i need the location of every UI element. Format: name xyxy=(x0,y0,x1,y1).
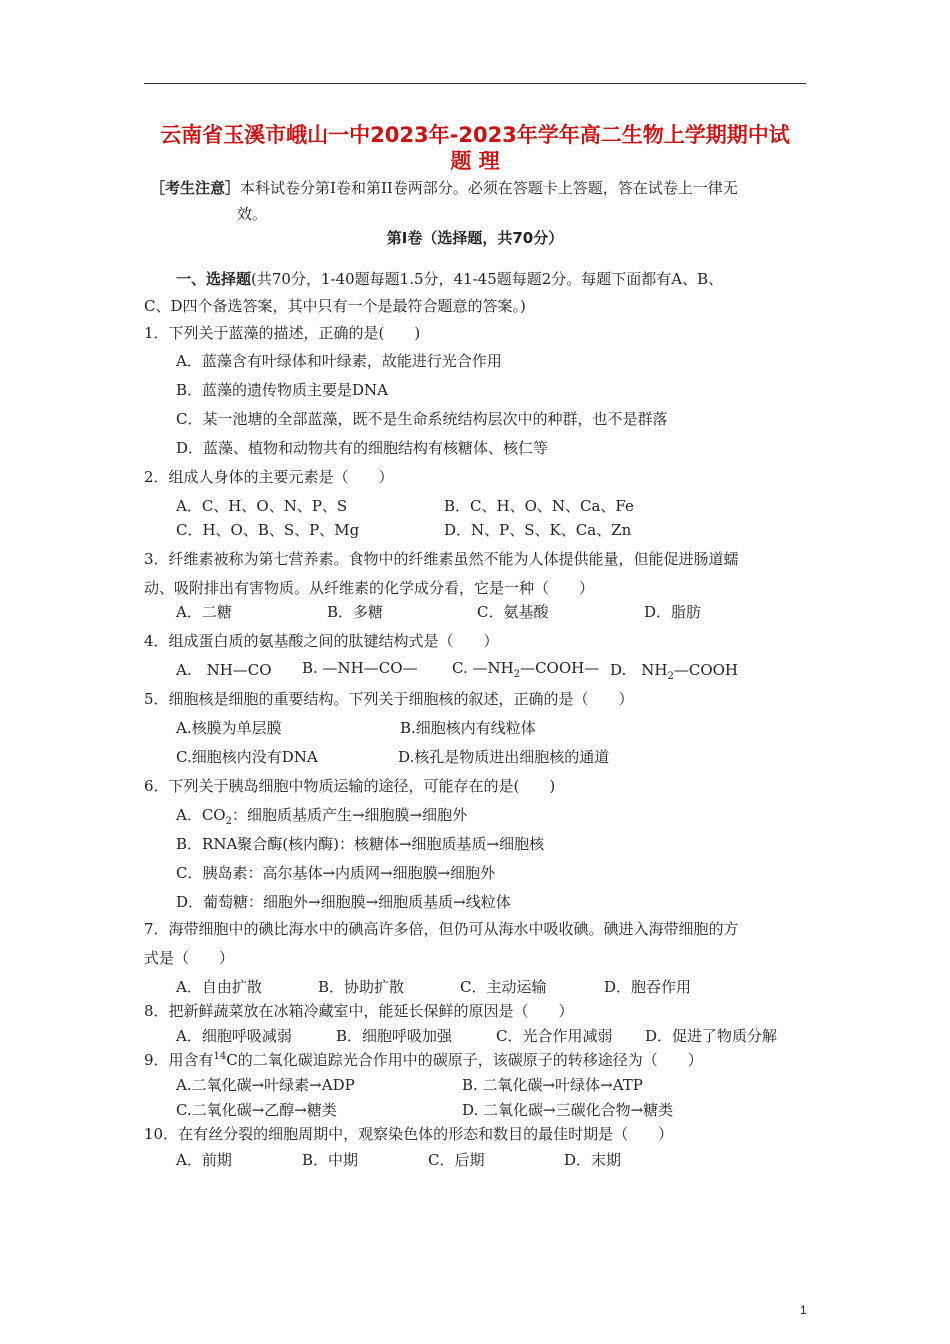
page-number: 1 xyxy=(800,1303,807,1317)
q10-stem: 10．在有丝分裂的细胞周期中，观察染色体的形态和数目的最佳时期是（ ） xyxy=(144,1125,674,1143)
q10-option-a: A．前期 xyxy=(176,1151,232,1169)
q1-option-a: A．蓝藻含有叶绿体和叶绿素，故能进行光合作用 xyxy=(176,352,502,370)
q4-option-d xyxy=(610,659,738,682)
section-desc-2: C、D四个备选答案，其中只有一个是最符合题意的答案。) xyxy=(144,297,526,315)
header-rule xyxy=(144,83,806,84)
q6-option-d: D．葡萄糖：细胞外→细胞膜→细胞质基质→线粒体 xyxy=(176,893,511,911)
section-desc-1: (共70分，1-40题每题1.5分，41-45题每题2分。每题下面都有A、B、 xyxy=(251,270,724,288)
q2-option-b: B．C、H、O、N、Ca、Fe xyxy=(444,497,634,515)
section-intro xyxy=(176,268,723,289)
exam-notice xyxy=(150,175,806,227)
q9-stem-sup: 14 xyxy=(213,1051,227,1062)
q9-option-d: D. 二氧化碳→三碳化合物→糖类 xyxy=(462,1101,674,1119)
notice-text-1: 本科试卷分第I卷和第II卷两部分。必须在答题卡上答题，答在试卷上一律无 xyxy=(240,179,738,197)
q6-option-a-pre: A．CO xyxy=(176,806,226,824)
q10-option-d: D．末期 xyxy=(564,1151,622,1169)
q2-option-a: A．C、H、O、N、P、S xyxy=(176,497,348,515)
q1-option-c: C．某一池塘的全部蓝藻，既不是生命系统结构层次中的种群，也不是群落 xyxy=(176,410,668,428)
q3-option-c: C．氨基酸 xyxy=(477,603,549,621)
q3-stem-2: 动、吸附排出有害物质。从纤维素的化学成分看，它是一种（ ） xyxy=(144,579,595,597)
q5-option-d: D.核孔是物质进出细胞核的通道 xyxy=(398,748,610,766)
q8-stem: 8．把新鲜蔬菜放在冰箱冷藏室中，能延长保鲜的原因是（ ） xyxy=(144,1002,574,1020)
section-label: 一、选择题 xyxy=(176,270,252,288)
q9-option-b: B. 二氧化碳→叶绿体→ATP xyxy=(462,1076,643,1094)
q8-option-b: B．细胞呼吸加强 xyxy=(336,1027,453,1045)
q5-option-c: C.细胞核内没有DNA xyxy=(176,748,318,766)
q4-option-c-sub: 2 xyxy=(513,669,521,680)
q5-option-a: A.核膜为单层膜 xyxy=(176,719,282,737)
q4-option-b: B. —NH—CO— xyxy=(302,659,418,677)
q1-option-b: B．蓝藻的遗传物质主要是DNA xyxy=(176,381,389,399)
q6-option-c: C．胰岛素：高尔基体→内质网→细胞膜→细胞外 xyxy=(176,864,496,882)
q6-stem: 6．下列关于胰岛细胞中物质运输的途径，可能存在的是( ) xyxy=(144,777,556,795)
q3-option-d: D．脂肪 xyxy=(644,603,702,621)
q6-option-a-post: ：细胞质基质产生→细胞膜→细胞外 xyxy=(231,806,468,824)
q9-option-c: C.二氧化碳→乙醇→糖类 xyxy=(176,1101,337,1119)
q6-option-a-sub: 2 xyxy=(225,816,232,827)
notice-text-2: 效。 xyxy=(237,205,268,223)
q1-option-d: D．蓝藻、植物和动物共有的细胞结构有核糖体、核仁等 xyxy=(176,439,549,457)
q4-option-a: A. NH—CO xyxy=(176,661,272,679)
q10-option-b: B．中期 xyxy=(302,1151,359,1169)
q4-option-c xyxy=(452,659,599,680)
q2-stem: 2．组成人身体的主要元素是（ ） xyxy=(144,468,394,486)
q3-option-b: B．多糖 xyxy=(327,603,384,621)
q7-option-b: B．协助扩散 xyxy=(318,978,405,996)
notice-label: ［考生注意］ xyxy=(150,179,241,197)
q2-option-c: C．H、O、B、S、P、Mg xyxy=(176,521,360,539)
q8-option-c: C．光合作用减弱 xyxy=(496,1027,613,1045)
q4-option-c-post: —COOH— xyxy=(520,659,600,677)
q4-option-d-sub: 2 xyxy=(667,671,674,682)
q9-option-a: A.二氧化碳→叶绿素→ADP xyxy=(176,1076,355,1094)
q7-option-d: D．胞吞作用 xyxy=(604,978,692,996)
q7-stem-2: 式是（ ） xyxy=(144,949,235,967)
q1-stem: 1．下列关于蓝藻的描述，正确的是( ) xyxy=(144,324,421,342)
q5-option-b: B.细胞核内有线粒体 xyxy=(400,719,536,737)
q9-stem xyxy=(144,1049,703,1070)
q7-stem-1: 7．海带细胞中的碘比海水中的碘高许多倍，但仍可从海水中吸收碘。碘进入海带细胞的方 xyxy=(144,920,739,938)
q4-option-d-pre: D. NH xyxy=(610,661,668,679)
q4-stem: 4．组成蛋白质的氨基酸之间的肽键结构式是（ ） xyxy=(144,632,499,650)
q3-stem-1: 3．纤维素被称为第七营养素。食物中的纤维素虽然不能为人体提供能量，但能促进肠道蠕 xyxy=(144,550,739,568)
q8-option-d: D．促进了物质分解 xyxy=(645,1027,778,1045)
q6-option-b: B．RNA聚合酶(核内酶)：核糖体→细胞质基质→细胞核 xyxy=(176,835,545,853)
part1-heading: 第I卷（选择题，共70分） xyxy=(386,229,564,247)
q9-stem-pre: 9．用含有 xyxy=(144,1051,214,1069)
q5-stem: 5．细胞核是细胞的重要结构。下列关于细胞核的叙述，正确的是（ ） xyxy=(144,690,634,708)
q9-stem-post: C的二氧化碳追踪光合作用中的碳原子，该碳原子的转移途径为（ ） xyxy=(226,1051,703,1069)
exam-title-line2: 题 理 xyxy=(450,149,500,173)
q8-option-a: A．细胞呼吸减弱 xyxy=(176,1027,292,1045)
q7-option-a: A．自由扩散 xyxy=(176,978,262,996)
q6-option-a xyxy=(176,804,467,827)
q3-option-a: A．二糖 xyxy=(176,603,232,621)
q2-option-d: D．N、P、S、K、Ca、Zn xyxy=(444,521,632,539)
q7-option-c: C．主动运输 xyxy=(460,978,547,996)
q4-option-d-post: —COOH xyxy=(673,661,738,679)
q10-option-c: C．后期 xyxy=(428,1151,485,1169)
q4-option-c-pre: C. —NH xyxy=(452,659,514,677)
exam-title-line1: 云南省玉溪市峨山一中2023年-2023年学年高二生物上学期期中试 xyxy=(160,123,790,147)
